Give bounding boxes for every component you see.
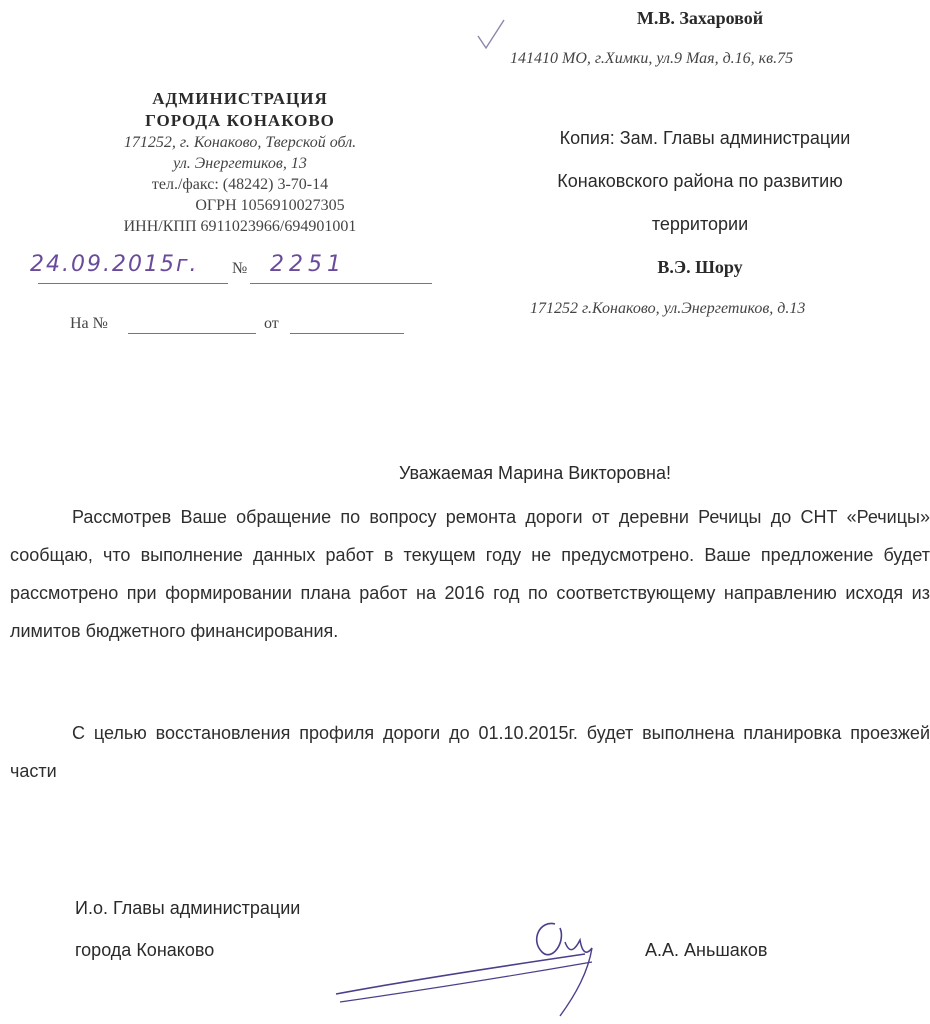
org-line-2: ГОРОДА КОНАКОВО (145, 111, 335, 130)
recipient-name: М.В. Захаровой (636, 8, 764, 28)
signatory-name: А.А. Аньшаков (645, 940, 768, 960)
ref-number-line (128, 333, 256, 334)
copy-address: 171252 г.Конаково, ул.Энергетиков, д.13 (530, 300, 806, 317)
greeting: Уважаемая Марина Викторовна! (399, 463, 671, 483)
ref-date-line (290, 333, 404, 334)
signatory-title-2: города Конаково (75, 940, 215, 960)
signature-icon (330, 912, 610, 1022)
letterhead (60, 88, 420, 237)
body-paragraph-2: С целью восстановления профиля дороги до 01.10.2015г. будет выполнена планировка проезжей части (10, 723, 930, 781)
date-underline (38, 283, 228, 284)
ref-prefix: На № (70, 315, 108, 332)
number-handwritten: 2251 (270, 252, 346, 277)
copy-line-3: территории (651, 214, 749, 234)
sender-ogrn: ОГРН 1056910027305 (195, 197, 345, 214)
body-paragraph-1: Рассмотрев Ваше обращение по вопросу ремонта дороги от деревни Речицы до СНТ «Речицы» сообщаю, что выполнение данных работ в текущем году не предусмотрено. Ваше предложение будет рассмотрено при формировании плана работ на 2016 год по соответствующему направлению исходя из лимитов бюджетного финансирования. (10, 507, 930, 641)
sender-inn: ИНН/КПП 6911023966/694901001 (123, 218, 357, 235)
org-line-1: АДМИНИСТРАЦИЯ (152, 89, 328, 108)
number-sign: № (232, 260, 248, 277)
signatory-title-1: И.о. Главы администрации (75, 898, 301, 918)
copy-name: В.Э. Шору (657, 257, 743, 277)
number-underline (250, 283, 432, 284)
ref-from: от (264, 315, 279, 332)
recipient-address: 141410 МО, г.Химки, ул.9 Мая, д.16, кв.75 (510, 50, 794, 67)
sender-address-2: ул. Энергетиков, 13 (173, 155, 307, 172)
copy-line-2: Конаковского района по развитию (557, 171, 843, 191)
copy-line-1: Копия: Зам. Главы администрации (559, 128, 851, 148)
sender-phone: тел./факс: (48242) 3-70-14 (151, 176, 329, 193)
checkmark-icon (476, 18, 506, 52)
sender-address-1: 171252, г. Конаково, Тверской обл. (123, 134, 357, 151)
date-handwritten: 24.09.2015г. (30, 252, 199, 277)
